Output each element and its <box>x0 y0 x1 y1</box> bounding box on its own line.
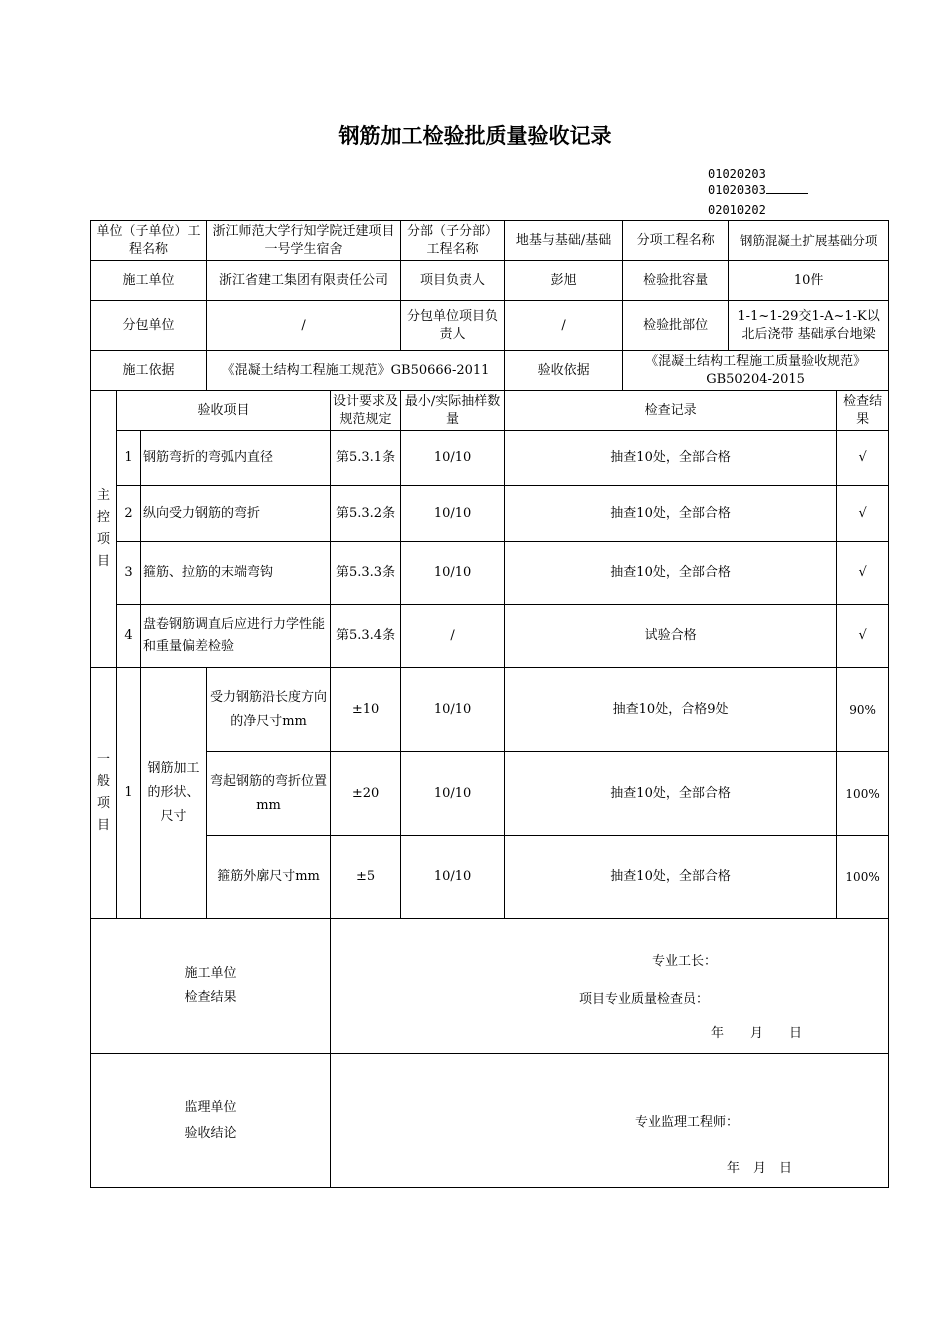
basis-label: 施工依据 <box>91 351 207 391</box>
basis-value: 《混凝土结构工程施工规范》GB50666-2011 <box>207 351 505 391</box>
row-item: 箍筋外廓尺寸mm <box>207 836 331 919</box>
general-no: 1 <box>117 668 141 919</box>
construction-date: 年 月 日 <box>711 1026 803 1041</box>
row-design: 第5.3.3条 <box>331 542 401 605</box>
row-design: ±20 <box>331 752 401 836</box>
row-result: √ <box>837 486 889 542</box>
row-no: 1 <box>117 431 141 486</box>
sub-value: 地基与基础/基础 <box>505 221 623 261</box>
code-line-3: 02010202 <box>708 203 766 217</box>
sub-manager-value: / <box>505 301 623 351</box>
code-2: 01020303 <box>708 183 766 197</box>
row-sample: 10/10 <box>401 542 505 605</box>
row-item: 弯起钢筋的弯折位置mm <box>207 752 331 836</box>
row-result: 100% <box>837 836 889 919</box>
main-control-label: 主 控 项 目 <box>91 391 117 668</box>
col-design: 设计要求及规范规定 <box>331 391 401 431</box>
construction-check-area <box>331 919 889 1054</box>
inspector-label: 项目专业质量检查员： <box>579 992 710 1007</box>
location-value: 1-1~1-29交1-A~1-K以北后浇带 基础承台地梁 <box>729 301 889 351</box>
row-design: 第5.3.4条 <box>331 605 401 668</box>
inspection-table <box>90 220 889 1188</box>
table-row <box>91 431 889 486</box>
code-underline <box>766 183 808 194</box>
subcontractor-value: / <box>207 301 401 351</box>
row-result: √ <box>837 431 889 486</box>
supervision-row <box>91 1054 889 1188</box>
capacity-value: 10件 <box>729 261 889 301</box>
row-sample: 10/10 <box>401 752 505 836</box>
table-row <box>91 752 889 836</box>
header-row-1 <box>91 221 889 261</box>
manager-label: 项目负责人 <box>401 261 505 301</box>
col-record: 检查记录 <box>505 391 837 431</box>
row-result: √ <box>837 542 889 605</box>
code-line-1: 01020203 <box>708 167 766 181</box>
table-row <box>91 605 889 668</box>
engineer-label: 专业监理工程师： <box>635 1115 740 1130</box>
row-item: 盘卷钢筋调直后应进行力学性能和重量偏差检验 <box>141 605 331 668</box>
table-row <box>91 486 889 542</box>
constructor-value: 浙江省建工集团有限责任公司 <box>207 261 401 301</box>
header-row-2 <box>91 261 889 301</box>
header-row-4 <box>91 351 889 391</box>
row-result: 90% <box>837 668 889 752</box>
item-value: 钢筋混凝土扩展基础分项 <box>729 221 889 261</box>
code-line-2 <box>708 182 808 198</box>
row-sample: 10/10 <box>401 668 505 752</box>
acceptance-label: 验收依据 <box>505 351 623 391</box>
row-record: 抽查10处，全部合格 <box>505 542 837 605</box>
manager-value: 彭旭 <box>505 261 623 301</box>
general-group: 钢筋加工的形状、尺寸 <box>141 668 207 919</box>
row-record: 抽查10处，全部合格 <box>505 431 837 486</box>
row-record: 抽查10处，全部合格 <box>505 752 837 836</box>
unit-value: 浙江师范大学行知学院迁建项目一号学生宿舍 <box>207 221 401 261</box>
row-item: 钢筋弯折的弯弧内直径 <box>141 431 331 486</box>
row-no: 3 <box>117 542 141 605</box>
row-item: 箍筋、拉筋的末端弯钩 <box>141 542 331 605</box>
column-header-row <box>91 391 889 431</box>
row-sample: / <box>401 605 505 668</box>
capacity-label: 检验批容量 <box>623 261 729 301</box>
row-item: 受力钢筋沿长度方向的净尺寸mm <box>207 668 331 752</box>
row-sample: 10/10 <box>401 836 505 919</box>
subcontractor-label: 分包单位 <box>91 301 207 351</box>
item-label: 分项工程名称 <box>623 221 729 261</box>
row-no: 4 <box>117 605 141 668</box>
general-label: 一 般 项 目 <box>91 668 117 919</box>
row-record: 抽查10处，合格9处 <box>505 668 837 752</box>
row-record: 抽查10处，全部合格 <box>505 486 837 542</box>
col-item: 验收项目 <box>117 391 331 431</box>
table-row <box>91 836 889 919</box>
supervision-area <box>331 1054 889 1188</box>
col-sample: 最小/实际抽样数量 <box>401 391 505 431</box>
document-codes <box>708 166 808 218</box>
construction-check-row <box>91 919 889 1054</box>
acceptance-value: 《混凝土结构工程施工质量验收规范》GB50204-2015 <box>623 351 889 391</box>
table-row <box>91 668 889 752</box>
row-record: 试验合格 <box>505 605 837 668</box>
construction-check-label: 施工单位 检查结果 <box>91 919 331 1054</box>
row-sample: 10/10 <box>401 431 505 486</box>
table-row <box>91 542 889 605</box>
location-label: 检验批部位 <box>623 301 729 351</box>
row-item: 纵向受力钢筋的弯折 <box>141 486 331 542</box>
row-design: ±10 <box>331 668 401 752</box>
sub-label: 分部（子分部）工程名称 <box>401 221 505 261</box>
row-design: 第5.3.2条 <box>331 486 401 542</box>
row-sample: 10/10 <box>401 486 505 542</box>
row-design: ±5 <box>331 836 401 919</box>
col-result: 检查结果 <box>837 391 889 431</box>
row-record: 抽查10处，全部合格 <box>505 836 837 919</box>
supervision-date: 年 月 日 <box>727 1161 793 1176</box>
foreman-label: 专业工长： <box>652 954 718 969</box>
row-design: 第5.3.1条 <box>331 431 401 486</box>
row-result: 100% <box>837 752 889 836</box>
document-title: 钢筋加工检验批质量验收记录 <box>338 124 612 148</box>
constructor-label: 施工单位 <box>91 261 207 301</box>
header-row-3 <box>91 301 889 351</box>
row-result: √ <box>837 605 889 668</box>
supervision-label: 监理单位 验收结论 <box>91 1054 331 1188</box>
row-no: 2 <box>117 486 141 542</box>
sub-manager-label: 分包单位项目负责人 <box>401 301 505 351</box>
unit-label: 单位（子单位）工程名称 <box>91 221 207 261</box>
